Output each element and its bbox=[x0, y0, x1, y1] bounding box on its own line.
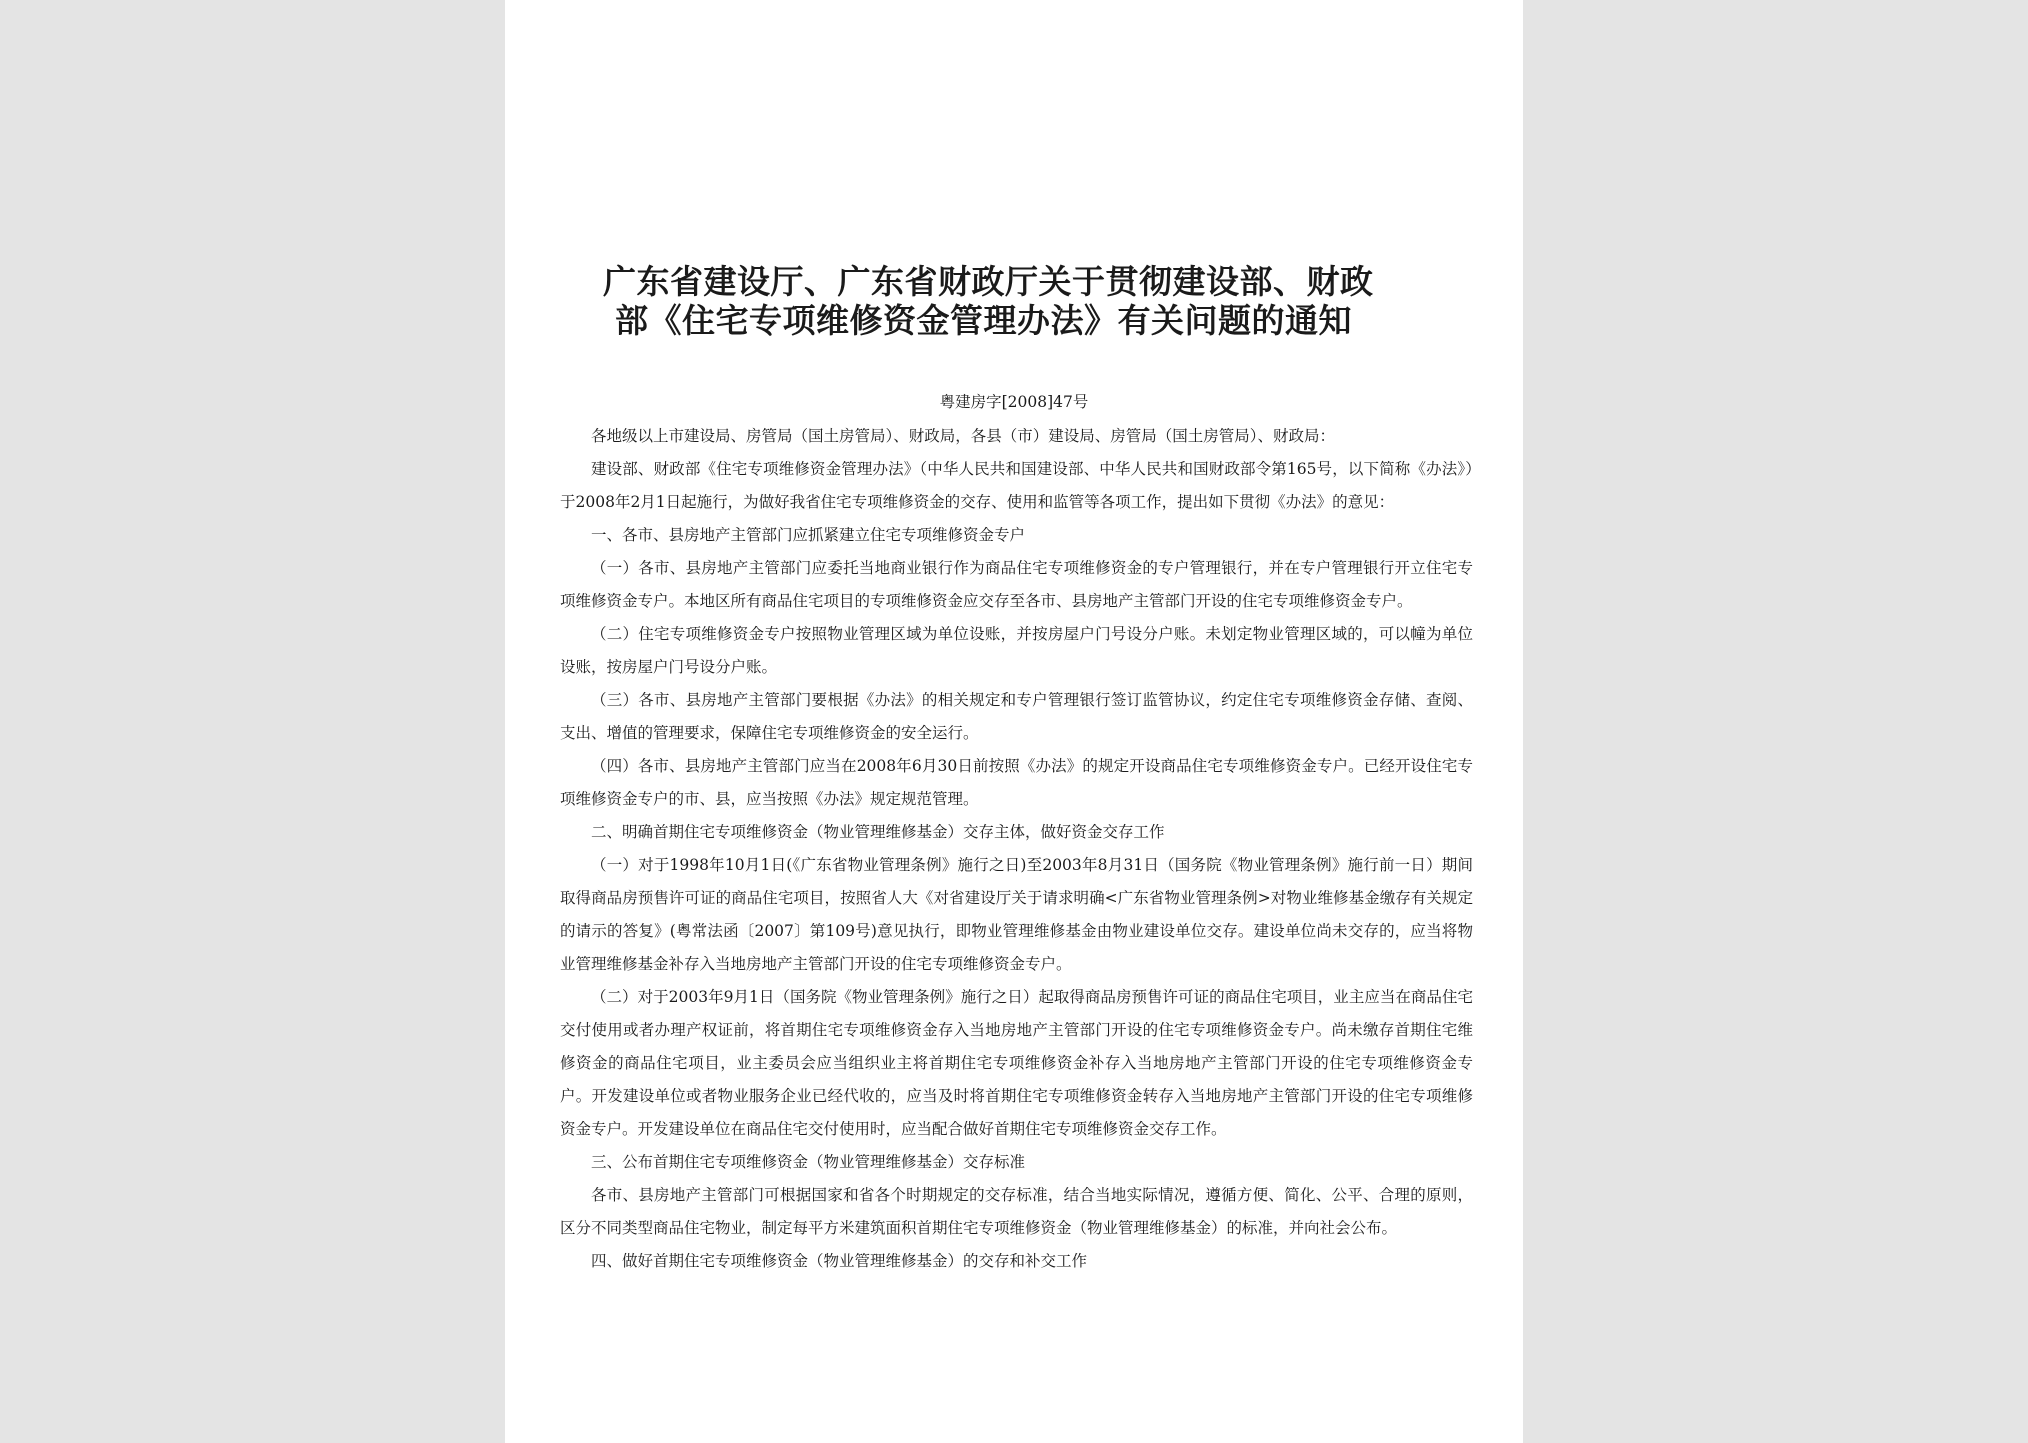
section-heading: 三、公布首期住宅专项维修资金（物业管理维修基金）交存标准 bbox=[591, 1153, 1026, 1171]
title-line-2: 部《住宅专项维修资金管理办法》有关问题的通知 bbox=[615, 301, 1352, 340]
body-paragraph: 建设部、财政部《住宅专项维修资金管理办法》（中华人民共和国建设部、中华人民共和国财政部令第165号，以下简称《办法》）于2008年2月1日起施行，为做好我省住宅专项维修资金的交存、使用和监管等各项工作，提出如下贯彻《办法》的意见： bbox=[560, 460, 1473, 511]
document-number: 粤建房字[2008]47号 bbox=[939, 393, 1089, 411]
title-line-1: 广东省建设厅、广东省财政厅关于贯彻建设部、财政 bbox=[603, 262, 1374, 301]
section-heading: 二、明确首期住宅专项维修资金（物业管理维修基金）交存主体，做好资金交存工作 bbox=[591, 823, 1165, 841]
body-paragraph: （二）住宅专项维修资金专户按照物业管理区域为单位设账，并按房屋户门号设分户账。未划定物业管理区域的，可以幢为单位设账，按房屋户门号设分户账。 bbox=[560, 625, 1473, 676]
body-paragraph: （一）对于1998年10月1日(《广东省物业管理条例》施行之日)至2003年8月31日（国务院《物业管理条例》施行前一日）期间取得商品房预售许可证的商品住宅项目，按照省人大《对省建设厅关于请求明确<广东省物业管理条例>对物业维修基金缴存有关规定的请示的答复》(粤常法函〔2007〕第109号)意见执行，即物业管理维修基金由物业建设单位交存。建设单位尚未交存的，应当将物业管理维修基金补存入当地房地产主管部门开设的住宅专项维修资金专户。 bbox=[560, 856, 1473, 973]
document-title bbox=[603, 262, 1463, 340]
section-heading: 四、做好首期住宅专项维修资金（物业管理维修基金）的交存和补交工作 bbox=[591, 1252, 1088, 1270]
body-paragraph: （三）各市、县房地产主管部门要根据《办法》的相关规定和专户管理银行签订监管协议，约定住宅专项维修资金存储、查阅、支出、增值的管理要求，保障住宅专项维修资金的安全运行。 bbox=[560, 691, 1473, 742]
body-paragraph: （二）对于2003年9月1日（国务院《物业管理条例》施行之日）起取得商品房预售许可证的商品住宅项目，业主应当在商品住宅交付使用或者办理产权证前，将首期住宅专项维修资金存入当地房地产主管部门开设的住宅专项维修资金专户。尚未缴存首期住宅维修资金的商品住宅项目，业主委员会应当组织业主将首期住宅专项维修资金补存入当地房地产主管部门开设的住宅专项维修资金专户。开发建设单位或者物业服务企业已经代收的，应当及时将首期住宅专项维修资金转存入当地房地产主管部门开设的住宅专项维修资金专户。开发建设单位在商品住宅交付使用时，应当配合做好首期住宅专项维修资金交存工作。 bbox=[560, 988, 1473, 1138]
body-paragraph: （一）各市、县房地产主管部门应委托当地商业银行作为商品住宅专项维修资金的专户管理银行，并在专户管理银行开立住宅专项维修资金专户。本地区所有商品住宅项目的专项维修资金应交存至各市、县房地产主管部门开设的住宅专项维修资金专户。 bbox=[560, 559, 1473, 610]
section-heading: 一、各市、县房地产主管部门应抓紧建立住宅专项维修资金专户 bbox=[591, 526, 1026, 544]
body-paragraph: 各市、县房地产主管部门可根据国家和省各个时期规定的交存标准，结合当地实际情况，遵循方便、简化、公平、合理的原则，区分不同类型商品住宅物业，制定每平方米建筑面积首期住宅专项维修资金（物业管理维修基金）的标准，并向社会公布。 bbox=[560, 1186, 1473, 1237]
addressee-paragraph: 各地级以上市建设局、房管局（国土房管局）、财政局，各县（市）建设局、房管局（国土房管局）、财政局： bbox=[591, 427, 1336, 445]
document-page bbox=[505, 0, 1523, 1443]
document-body bbox=[560, 420, 1473, 1278]
body-paragraph: （四）各市、县房地产主管部门应当在2008年6月30日前按照《办法》的规定开设商品住宅专项维修资金专户。已经开设住宅专项维修资金专户的市、县，应当按照《办法》规定规范管理。 bbox=[560, 757, 1473, 808]
